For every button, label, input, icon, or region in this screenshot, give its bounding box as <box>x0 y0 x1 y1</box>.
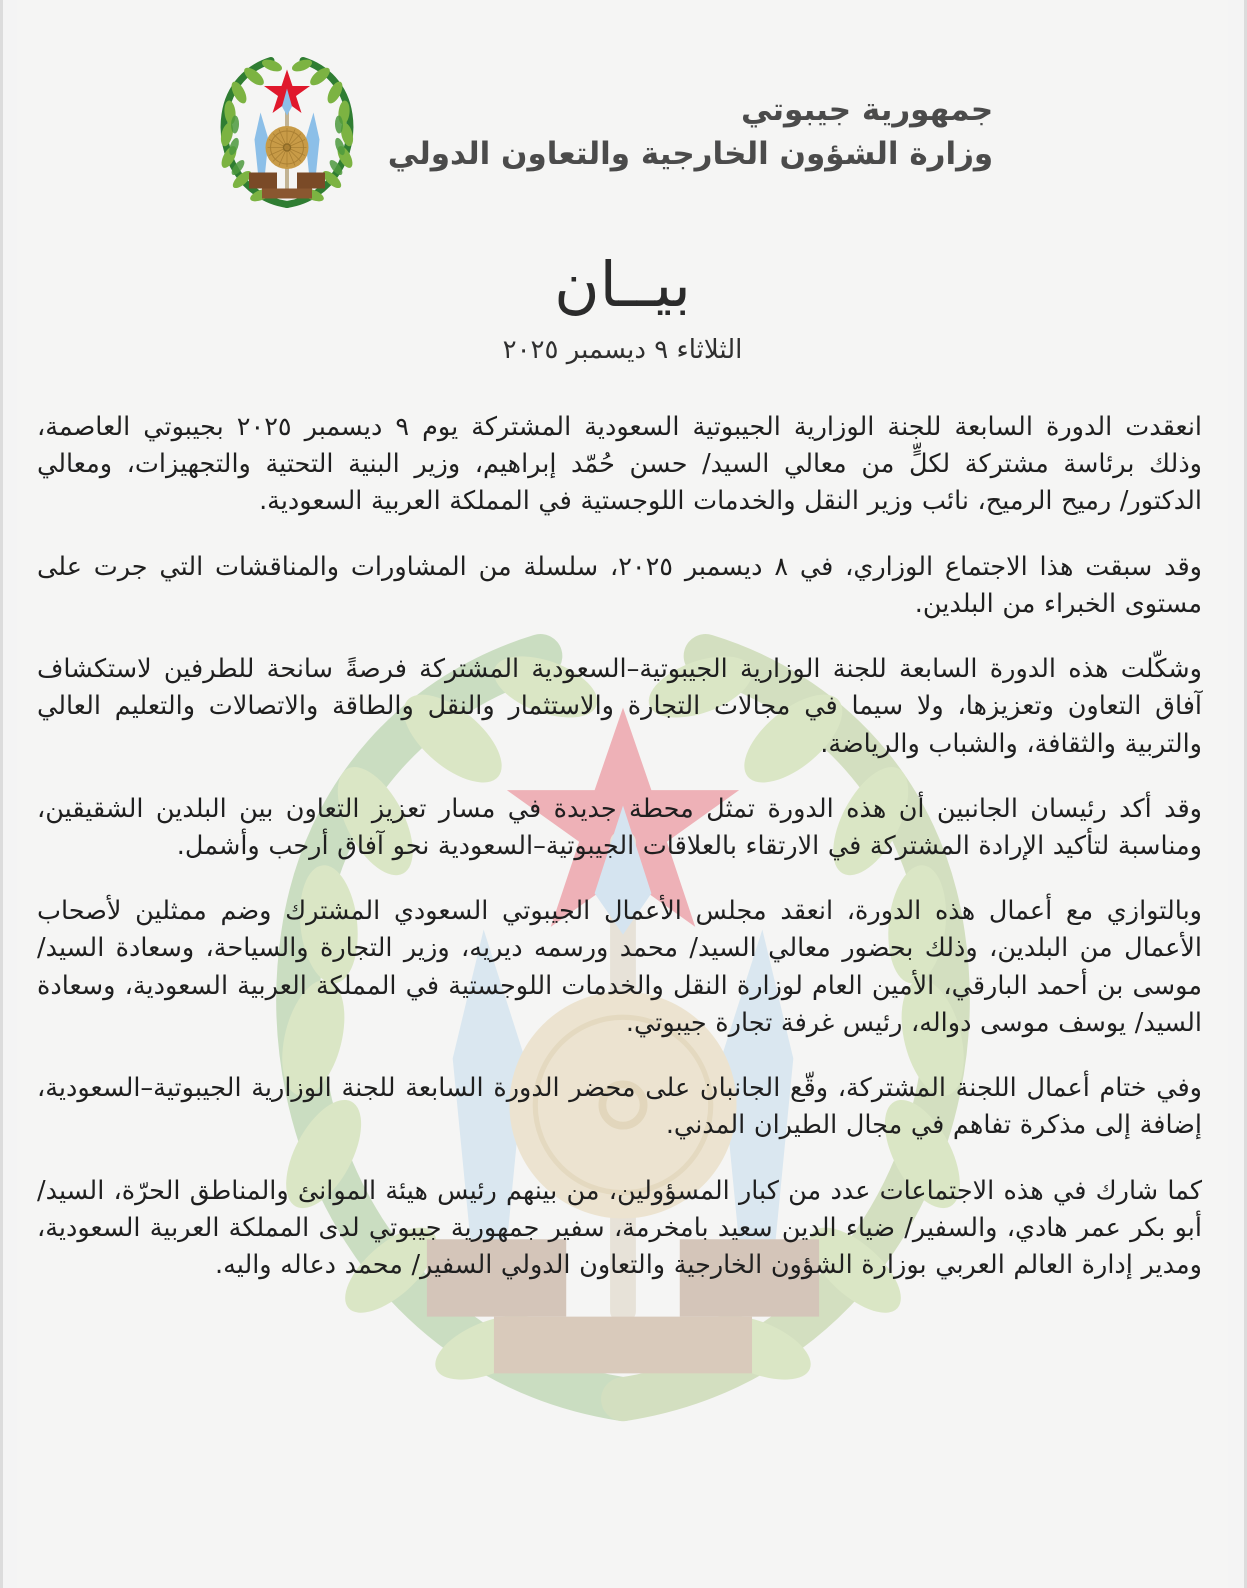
paragraph: انعقدت الدورة السابعة للجنة الوزارية الجيبوتية السعودية المشتركة يوم ٩ ديسمبر ٢٠٢٥ بجيبوتي العاصمة، وذلك برئاسة مشتركة لكلٍّ من معالي السيد/ حسن حُمّد إبراهيم، وزير البنية التحتية والتجهيزات، ومعالي الدكتور/ رميح الرميح، نائب وزير النقل والخدمات اللوجستية في المملكة العربية السعودية. <box>37 412 1203 517</box>
header-titles <box>388 88 993 176</box>
document-date: الثلاثاء ٩ ديسمبر ٢٠٢٥ <box>502 335 743 365</box>
ministry-name: وزارة الشؤون الخارجية والتعاون الدولي <box>387 136 994 172</box>
document-title: بيــان <box>554 248 691 321</box>
paragraph: وقد أكد رئيسان الجانبين أن هذه الدورة تمثل محطة جديدة في مسار تعزيز التعاون بين البلدين الشقيقين، ومناسبة لتأكيد الإرادة المشتركة في الارتقاء بالعلاقات الجيبوتية–السعودية نحو آفاق أرحب وأشمل. <box>37 793 1202 861</box>
paragraph: وبالتوازي مع أعمال هذه الدورة، انعقد مجلس الأعمال الجيبوتي السعودي المشترك وضم ممثلين لأصحاب الأعمال من البلدين، وذلك بحضور معالي السيد/ محمد ورسمه ديريه، وزير التجارة والسياحة، وسعادة السيد/ موسى بن أحمد البارقي، الأمين العام لوزارة النقل والخدمات اللوجستية في المملكة العربية السعودية، وسعادة السيد/ يوسف موسى دواله، رئيس غرفة تجارة جيبوتي. <box>37 896 1202 1038</box>
document-header <box>17 0 1228 212</box>
national-emblem-icon <box>212 52 362 212</box>
paragraph: كما شارك في هذه الاجتماعات عدد من كبار المسؤولين، من بينهم رئيس هيئة الموانئ والمناطق الحرّة، السيد/ أبو بكر عمر هادي، والسفير/ ضياء الدين سعيد بامخرمة، سفير جمهورية جيبوتي لدى المملكة العربية السعودية، ومدير إدارة العالم العربي بوزارة الشؤون الخارجية والتعاون الدولي السفير/ محمد دعاله واليه. <box>37 1175 1202 1280</box>
paragraph: وفي ختام أعمال اللجنة المشتركة، وقّع الجانبان على محضر الدورة السابعة للجنة الوزارية الجيبوتية–السعودية، إضافة إلى مذكرة تفاهم في مجال الطيران المدني. <box>37 1073 1202 1141</box>
page-surface <box>17 0 1228 1588</box>
paragraph: وشكّلت هذه الدورة السابعة للجنة الوزارية الجيبوتية–السعودية المشتركة فرصةً سانحة للطرفين لاستكشاف آفاق التعاون وتعزيزها، ولا سيما في مجالات التجارة والاستثمار والنقل والطاقة والاتصالات والتعليم العالي والتربية والثقافة، والشباب والرياضة. <box>37 654 1202 759</box>
country-name: جمهورية جيبوتي <box>741 91 994 128</box>
statement-body <box>37 409 1202 1284</box>
paragraph: وقد سبقت هذا الاجتماع الوزاري، في ٨ ديسمبر ٢٠٢٥، سلسلة من المشاورات والمناقشات التي جرت على مستوى الخبراء من البلدين. <box>37 551 1202 619</box>
